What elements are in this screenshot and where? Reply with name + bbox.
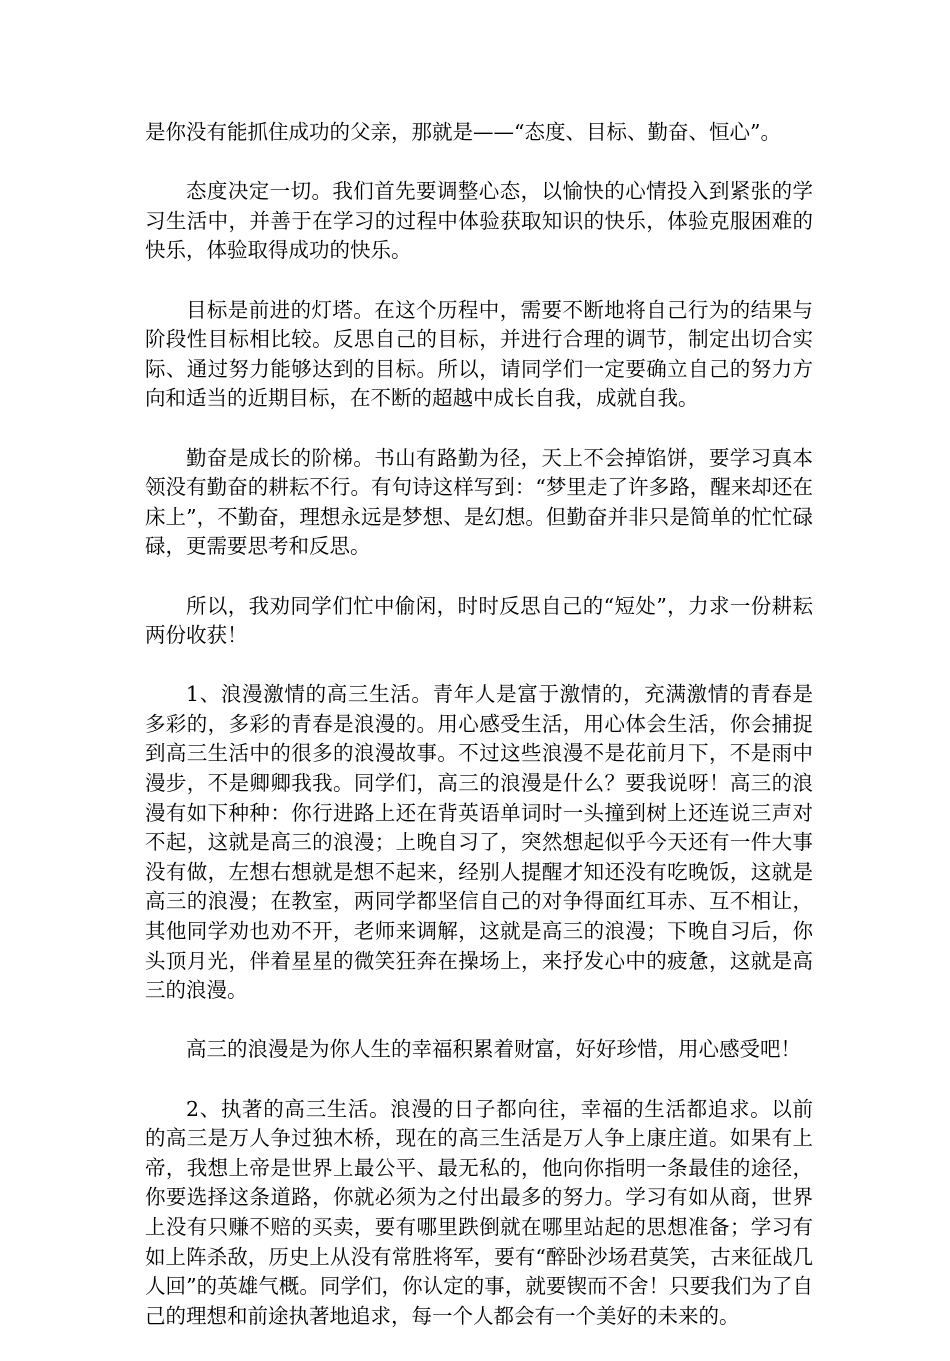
paragraph-goal: 目标是前进的灯塔。在这个历程中，需要不断地将自己行为的结果与阶段性目标相比较。反思自己的目标，并进行合理的调节，制定出切合实际、通过努力能够达到的目标。所以，请同学们一定要确立自己的努力方向和适当的近期目标，在不断的超越中成长自我，成就自我。: [145, 297, 813, 411]
paragraph-attitude: 态度决定一切。我们首先要调整心态，以愉快的心情投入到紧张的学习生活中，并善于在学习的过程中体验获取知识的快乐，体验克服困难的快乐，体验取得成功的快乐。: [145, 179, 813, 263]
paragraph-reflection: 所以，我劝同学们忙中偷闲，时时反思自己的“短处”，力求一份耕耘两份收获！: [145, 593, 813, 648]
paragraph-persistence: 2、执著的高三生活。浪漫的日子都向往，幸福的生活都追求。以前的高三是万人争过独木桥，现在的高三生活是万人争上康庄道。如果有上帝，我想上帝是世界上最公平、最无私的，他向你指明一条最佳的途径，你要选择这条道路，你就必须为之付出最多的努力。学习有如从商，世界上没有只赚不赔的买卖，要有哪里跌倒就在哪里站起的思想准备；学习有如上阵杀敌，历史上从没有常胜将军，要有“醉卧沙场君莫笑，古来征战几人回”的英雄气概。同学们，你认定的事，就要锲而不舍！只要我们为了自己的理想和前途执著地追求，每一个人都会有一个美好的未来的。: [145, 1096, 813, 1328]
paragraph-diligence: 勤奋是成长的阶梯。书山有路勤为径，天上不会掉馅饼，要学习真本领没有勤奋的耕耘不行。有句诗这样写到：“梦里走了许多路，醒来却还在床上”，不勤奋，理想永远是梦想、是幻想。但勤奋并非只是简单的忙忙碌碌，更需要思考和反思。: [145, 445, 813, 559]
paragraph-romance: 1、浪漫激情的高三生活。青年人是富于激情的，充满激情的青春是多彩的，多彩的青春是浪漫的。用心感受生活，用心体会生活，你会捕捉到高三生活中的很多的浪漫故事。不过这些浪漫不是花前月下，不是雨中漫步，不是卿卿我我。同学们，高三的浪漫是什么？要我说呀！高三的浪漫有如下种种：你行进路上还在背英语单词时一头撞到树上还连说三声对不起，这就是高三的浪漫；上晚自习了，突然想起似乎今天还有一件大事没有做，左想右想就是想不起来，经别人提醒才知还没有吃晚饭，这就是高三的浪漫；在教室，两同学都坚信自己的对争得面红耳赤、互不相让，其他同学劝也劝不开，老师来调解，这就是高三的浪漫；下晚自习后，你头顶月光，伴着星星的微笑狂奔在操场上，来抒发心中的疲惫，这就是高三的浪漫。: [145, 682, 813, 1003]
paragraph-continuation: 是你没有能抓住成功的父亲，那就是——“态度、目标、勤奋、恒心”。: [145, 120, 781, 144]
document-page: [145, 118, 813, 1361]
paragraph-romance-summary: 高三的浪漫是为你人生的幸福积累着财富，好好珍惜，用心感受吧！: [186, 1037, 801, 1062]
